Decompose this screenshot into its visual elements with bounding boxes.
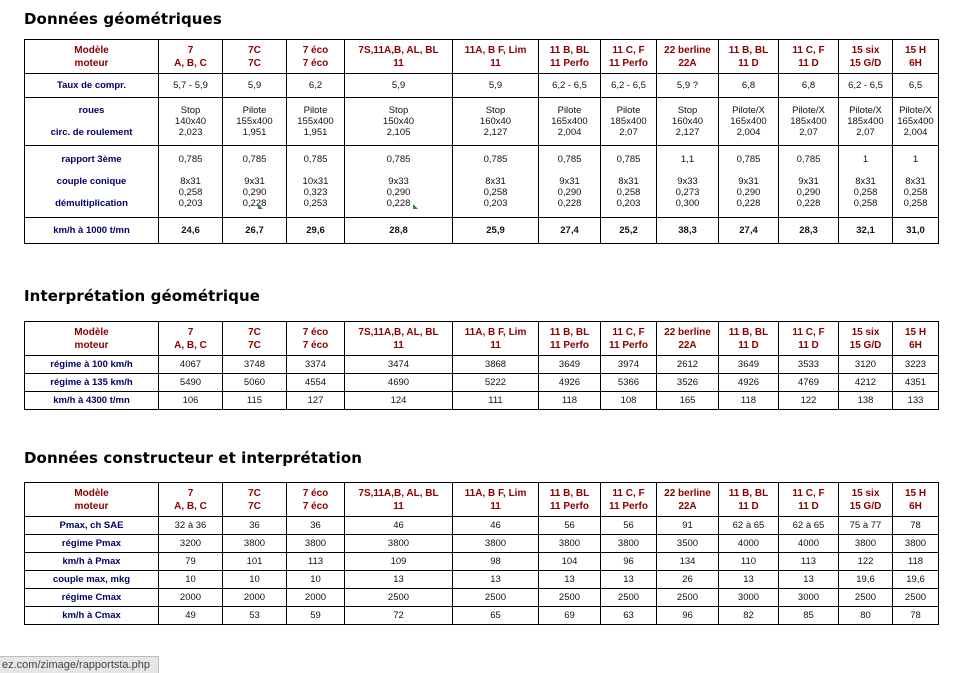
data-cell: 104 xyxy=(539,553,601,571)
data-cell: 113 xyxy=(779,553,839,571)
data-cell: 122 xyxy=(779,392,839,410)
data-cell: 3800 xyxy=(839,535,893,553)
data-cell: 3800 xyxy=(539,535,601,553)
data-cell: 3533 xyxy=(779,356,839,374)
data-cell: 98 xyxy=(453,553,539,571)
data-cell: 4067 xyxy=(159,356,223,374)
data-cell: 10 xyxy=(223,571,287,589)
data-cell: 2000 xyxy=(159,589,223,607)
data-cell: 72 xyxy=(345,607,453,625)
data-cell: 3474 xyxy=(345,356,453,374)
data-cell: 6,8 xyxy=(719,74,779,98)
data-cell: 3000 xyxy=(779,589,839,607)
table-row xyxy=(25,535,939,553)
row-label: régime Cmax xyxy=(25,589,159,607)
table-row xyxy=(25,589,939,607)
data-cell: 27,4 xyxy=(719,218,779,244)
data-cell: 2000 xyxy=(287,589,345,607)
data-cell: 4000 xyxy=(719,535,779,553)
data-cell: 115 xyxy=(223,392,287,410)
data-cell: 96 xyxy=(601,553,657,571)
header-cell: 15 six 15 G/D xyxy=(839,40,893,74)
header-cell: 7 A, B, C xyxy=(159,483,223,517)
table-row xyxy=(25,356,939,374)
header-cell: 22 berline 22A xyxy=(657,483,719,517)
table-header-row xyxy=(25,322,939,356)
header-cell: 7 éco 7 éco xyxy=(287,483,345,517)
data-cell: 110 xyxy=(719,553,779,571)
row-label: km/h à Cmax xyxy=(25,607,159,625)
data-cell: 29,6 xyxy=(287,218,345,244)
data-cell: 31,0 xyxy=(893,218,939,244)
data-cell: Stop 140x40 2,023 xyxy=(159,98,223,146)
data-cell: 3800 xyxy=(601,535,657,553)
header-cell: 11 C, F 11 Perfo xyxy=(601,40,657,74)
table-row xyxy=(25,571,939,589)
data-cell: 96 xyxy=(657,607,719,625)
data-cell: 3000 xyxy=(719,589,779,607)
header-label: Modèle moteur xyxy=(25,40,159,74)
data-cell: Pilote/X 185x400 2,07 xyxy=(839,98,893,146)
data-cell: 165 xyxy=(657,392,719,410)
data-cell: 5,9 xyxy=(223,74,287,98)
data-cell: 78 xyxy=(893,517,939,535)
data-cell: 3800 xyxy=(345,535,453,553)
data-cell: 4769 xyxy=(779,374,839,392)
row-label: rapport 3ème couple conique démultiplication xyxy=(25,146,159,218)
data-cell: 101 xyxy=(223,553,287,571)
data-cell: 49 xyxy=(159,607,223,625)
data-cell: 133 xyxy=(893,392,939,410)
data-cell: 63 xyxy=(601,607,657,625)
data-cell: 28,8 xyxy=(345,218,453,244)
table-row xyxy=(25,517,939,535)
manufacturer-data-table xyxy=(24,482,939,625)
data-cell: 69 xyxy=(539,607,601,625)
header-cell: 7C 7C xyxy=(223,40,287,74)
row-label: régime à 100 km/h xyxy=(25,356,159,374)
header-label: Modèle moteur xyxy=(25,483,159,517)
header-cell: 11 C, F 11 D xyxy=(779,483,839,517)
data-cell: 3120 xyxy=(839,356,893,374)
data-cell: 118 xyxy=(719,392,779,410)
data-cell: 118 xyxy=(539,392,601,410)
data-cell: 62 à 65 xyxy=(719,517,779,535)
data-cell: 65 xyxy=(453,607,539,625)
row-label: régime à 135 km/h xyxy=(25,374,159,392)
data-cell: 10 xyxy=(287,571,345,589)
data-cell: 109 xyxy=(345,553,453,571)
table-header-row xyxy=(25,40,939,74)
data-cell: 6,5 xyxy=(893,74,939,98)
data-cell: 24,6 xyxy=(159,218,223,244)
data-cell: 111 xyxy=(453,392,539,410)
header-cell: 7 éco 7 éco xyxy=(287,40,345,74)
data-cell: 2500 xyxy=(601,589,657,607)
data-cell: 56 xyxy=(539,517,601,535)
data-cell: 108 xyxy=(601,392,657,410)
header-cell: 11 B, BL 11 D xyxy=(719,40,779,74)
data-cell: 85 xyxy=(779,607,839,625)
data-cell: 4212 xyxy=(839,374,893,392)
data-cell: 32 à 36 xyxy=(159,517,223,535)
data-cell: 36 xyxy=(223,517,287,535)
data-cell: 46 xyxy=(453,517,539,535)
row-label: régime Pmax xyxy=(25,535,159,553)
data-cell: 78 xyxy=(893,607,939,625)
table-row xyxy=(25,146,939,218)
data-cell: 106 xyxy=(159,392,223,410)
row-label: km/h à Pmax xyxy=(25,553,159,571)
header-cell: 7 éco 7 éco xyxy=(287,322,345,356)
header-cell: 7 A, B, C xyxy=(159,40,223,74)
data-cell: 5,9 xyxy=(345,74,453,98)
data-cell: 2612 xyxy=(657,356,719,374)
header-cell: 11 C, F 11 Perfo xyxy=(601,322,657,356)
data-cell: 3649 xyxy=(719,356,779,374)
data-cell: 6,2 - 6,5 xyxy=(839,74,893,98)
table-row xyxy=(25,74,939,98)
data-cell: 134 xyxy=(657,553,719,571)
table-header-row xyxy=(25,483,939,517)
data-cell: Stop 160x40 2,127 xyxy=(657,98,719,146)
header-cell: 7S,11A,B, AL, BL 11 xyxy=(345,483,453,517)
data-cell: 0,785 9x31 0,290 0,228 xyxy=(539,146,601,218)
data-cell: 1 8x31 0,258 0,258 xyxy=(893,146,939,218)
data-cell: 3800 xyxy=(223,535,287,553)
header-cell: 11A, B F, Lim 11 xyxy=(453,322,539,356)
data-cell: 3526 xyxy=(657,374,719,392)
data-cell: 25,9 xyxy=(453,218,539,244)
data-cell: 26,7 xyxy=(223,218,287,244)
data-cell: 10 xyxy=(159,571,223,589)
cell-marker-icon xyxy=(413,204,418,209)
data-cell: 3800 xyxy=(453,535,539,553)
data-cell: 0,785 9x31 0,290 0,228 xyxy=(779,146,839,218)
section-title-geometric-data: Données géométriques xyxy=(24,10,222,28)
data-cell: 5366 xyxy=(601,374,657,392)
data-cell: 2500 xyxy=(345,589,453,607)
data-cell: 6,2 - 6,5 xyxy=(539,74,601,98)
data-cell: 2500 xyxy=(657,589,719,607)
data-cell: Pilote/X 185x400 2,07 xyxy=(779,98,839,146)
data-cell: 53 xyxy=(223,607,287,625)
section-title-geometric-interpretation: Interprétation géométrique xyxy=(24,287,261,305)
data-cell: 46 xyxy=(345,517,453,535)
data-cell: 4351 xyxy=(893,374,939,392)
header-cell: 11 C, F 11 Perfo xyxy=(601,483,657,517)
data-cell: 13 xyxy=(539,571,601,589)
data-cell: 32,1 xyxy=(839,218,893,244)
data-cell: 0,785 9x31 0,290 0,228 xyxy=(223,146,287,218)
header-cell: 11A, B F, Lim 11 xyxy=(453,483,539,517)
data-cell: 56 xyxy=(601,517,657,535)
data-cell: 5,7 - 5,9 xyxy=(159,74,223,98)
header-cell: 7 A, B, C xyxy=(159,322,223,356)
data-cell: 138 xyxy=(839,392,893,410)
row-label: Taux de compr. xyxy=(25,74,159,98)
data-cell: 0,785 8x31 0,258 0,203 xyxy=(453,146,539,218)
data-cell: 4926 xyxy=(539,374,601,392)
row-label: km/h à 4300 t/mn xyxy=(25,392,159,410)
data-cell: 19,6 xyxy=(893,571,939,589)
header-cell: 15 H 6H xyxy=(893,40,939,74)
data-cell: Pilote 155x400 1,951 xyxy=(223,98,287,146)
data-cell: 1,1 9x33 0,273 0,300 xyxy=(657,146,719,218)
data-cell: 6,2 - 6,5 xyxy=(601,74,657,98)
table-row xyxy=(25,392,939,410)
data-cell: 0,785 9x33 0,290 0,228 xyxy=(345,146,453,218)
header-cell: 22 berline 22A xyxy=(657,40,719,74)
data-cell: 36 xyxy=(287,517,345,535)
data-cell: Pilote 165x400 2,004 xyxy=(539,98,601,146)
data-cell: 75 à 77 xyxy=(839,517,893,535)
data-cell: 122 xyxy=(839,553,893,571)
geometric-interpretation-table xyxy=(24,321,939,410)
data-cell: 0,785 8x31 0,258 0,203 xyxy=(601,146,657,218)
data-cell: 80 xyxy=(839,607,893,625)
status-bar-url: ez.com/zimage/rapportsta.php xyxy=(0,656,159,673)
table-row xyxy=(25,218,939,244)
data-cell: 79 xyxy=(159,553,223,571)
data-cell: 19,6 xyxy=(839,571,893,589)
data-cell: 5,9 xyxy=(453,74,539,98)
data-cell: 4554 xyxy=(287,374,345,392)
data-cell: 5,9 ? xyxy=(657,74,719,98)
data-cell: 2500 xyxy=(893,589,939,607)
header-cell: 15 six 15 G/D xyxy=(839,483,893,517)
data-cell: 82 xyxy=(719,607,779,625)
data-cell: 6,8 xyxy=(779,74,839,98)
geometric-data-table xyxy=(24,39,939,244)
data-cell: Pilote/X 165x400 2,004 xyxy=(719,98,779,146)
data-cell: 13 xyxy=(453,571,539,589)
data-cell: 27,4 xyxy=(539,218,601,244)
data-cell: 0,785 9x31 0,290 0,228 xyxy=(719,146,779,218)
header-cell: 11 B, BL 11 Perfo xyxy=(539,40,601,74)
data-cell: 124 xyxy=(345,392,453,410)
data-cell: 4000 xyxy=(779,535,839,553)
data-cell: 3800 xyxy=(893,535,939,553)
row-label: couple max, mkg xyxy=(25,571,159,589)
cell-marker-icon xyxy=(258,204,263,209)
row-label: roues circ. de roulement xyxy=(25,98,159,146)
data-cell: 2500 xyxy=(453,589,539,607)
table-row xyxy=(25,553,939,571)
header-cell: 11 C, F 11 D xyxy=(779,40,839,74)
header-cell: 15 H 6H xyxy=(893,483,939,517)
header-cell: 11 C, F 11 D xyxy=(779,322,839,356)
data-cell: 6,2 xyxy=(287,74,345,98)
data-cell: 3223 xyxy=(893,356,939,374)
data-cell: 28,3 xyxy=(779,218,839,244)
data-cell: 3974 xyxy=(601,356,657,374)
header-cell: 15 six 15 G/D xyxy=(839,322,893,356)
data-cell: 13 xyxy=(719,571,779,589)
header-cell: 11 B, BL 11 D xyxy=(719,322,779,356)
header-cell: 11 B, BL 11 D xyxy=(719,483,779,517)
data-cell: 1 8x31 0,258 0,258 xyxy=(839,146,893,218)
data-cell: Pilote 155x400 1,951 xyxy=(287,98,345,146)
header-cell: 7S,11A,B, AL, BL 11 xyxy=(345,322,453,356)
data-cell: 13 xyxy=(779,571,839,589)
header-cell: 15 H 6H xyxy=(893,322,939,356)
table-row xyxy=(25,98,939,146)
data-cell: 5222 xyxy=(453,374,539,392)
data-cell: Pilote 185x400 2,07 xyxy=(601,98,657,146)
table-row xyxy=(25,374,939,392)
data-cell: 2500 xyxy=(539,589,601,607)
table-row xyxy=(25,607,939,625)
header-cell: 7S,11A,B, AL, BL 11 xyxy=(345,40,453,74)
header-cell: 7C 7C xyxy=(223,483,287,517)
data-cell: 38,3 xyxy=(657,218,719,244)
data-cell: 26 xyxy=(657,571,719,589)
data-cell: Stop 160x40 2,127 xyxy=(453,98,539,146)
header-cell: 11A, B F, Lim 11 xyxy=(453,40,539,74)
data-cell: 3800 xyxy=(287,535,345,553)
row-label: km/h à 1000 t/mn xyxy=(25,218,159,244)
data-cell: 25,2 xyxy=(601,218,657,244)
data-cell: 5490 xyxy=(159,374,223,392)
data-cell: Stop 150x40 2,105 xyxy=(345,98,453,146)
data-cell: 2500 xyxy=(839,589,893,607)
data-cell: 0,785 8x31 0,258 0,203 xyxy=(159,146,223,218)
data-cell: 127 xyxy=(287,392,345,410)
data-cell: Pilote/X 165x400 2,004 xyxy=(893,98,939,146)
header-cell: 11 B, BL 11 Perfo xyxy=(539,322,601,356)
header-cell: 11 B, BL 11 Perfo xyxy=(539,483,601,517)
data-cell: 3748 xyxy=(223,356,287,374)
data-cell: 3374 xyxy=(287,356,345,374)
data-cell: 4690 xyxy=(345,374,453,392)
data-cell: 113 xyxy=(287,553,345,571)
header-cell: 7C 7C xyxy=(223,322,287,356)
data-cell: 91 xyxy=(657,517,719,535)
data-cell: 2000 xyxy=(223,589,287,607)
data-cell: 59 xyxy=(287,607,345,625)
header-cell: 22 berline 22A xyxy=(657,322,719,356)
data-cell: 3200 xyxy=(159,535,223,553)
data-cell: 0,785 10x31 0,323 0,253 xyxy=(287,146,345,218)
data-cell: 4926 xyxy=(719,374,779,392)
data-cell: 3500 xyxy=(657,535,719,553)
data-cell: 3868 xyxy=(453,356,539,374)
data-cell: 118 xyxy=(893,553,939,571)
section-title-manufacturer-data: Données constructeur et interprétation xyxy=(24,449,363,467)
data-cell: 5060 xyxy=(223,374,287,392)
row-label: Pmax, ch SAE xyxy=(25,517,159,535)
data-cell: 13 xyxy=(601,571,657,589)
header-label: Modèle moteur xyxy=(25,322,159,356)
data-cell: 3649 xyxy=(539,356,601,374)
data-cell: 13 xyxy=(345,571,453,589)
data-cell: 62 à 65 xyxy=(779,517,839,535)
